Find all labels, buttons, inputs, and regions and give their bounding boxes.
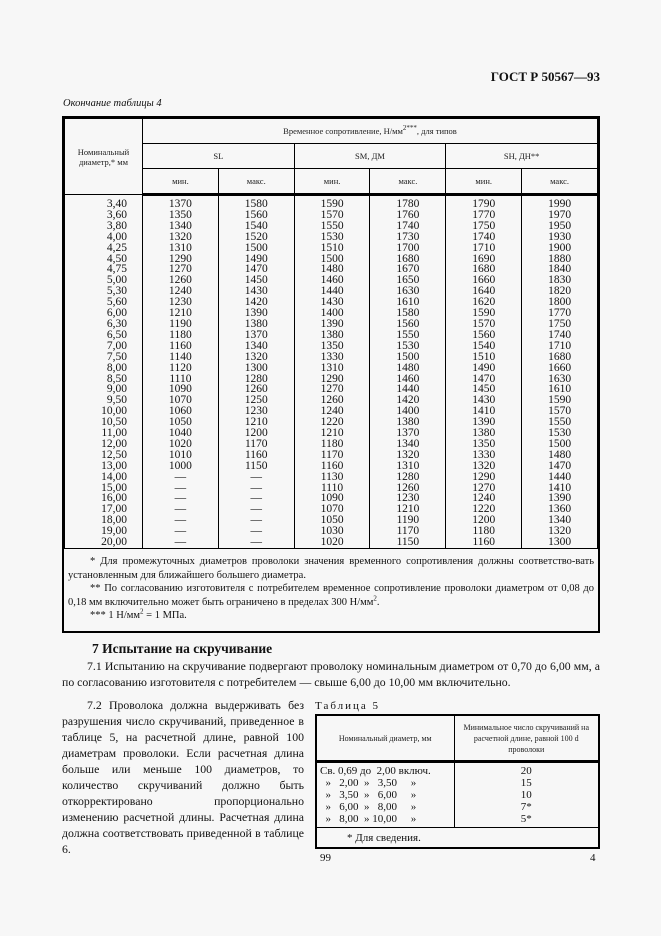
value-cell: 1500 [218,243,294,254]
value-cell: 1290 [446,472,522,483]
value-cell: 1480 [370,363,446,374]
twists-cell: 10 [520,789,532,801]
diameter-cell: 7,00 [65,341,143,352]
value-cell: 1230 [370,493,446,504]
diameter-range-cell: » 6,00 » 8,00 » [317,801,454,813]
value-cell: 1160 [143,341,219,352]
header-max: макс. [218,169,294,195]
value-cell: 1380 [294,330,370,341]
value-cell: 1530 [294,232,370,243]
value-cell: 1630 [370,286,446,297]
value-cell: — [218,472,294,483]
diameter-cell: 7,50 [65,352,143,363]
table-row [317,813,598,827]
note-1: * Для промежуточных диаметров проволоки значения временного сопротивления должны соответство-вать установленным для ближайшего большего диаметра. [68,556,594,581]
value-cell: 1780 [370,195,446,210]
value-cell: 1590 [446,308,522,319]
diameter-cell: 8,00 [65,363,143,374]
value-cell: 1150 [370,537,446,548]
diameter-cell: 3,40 [65,195,143,210]
value-cell: 1420 [370,395,446,406]
value-cell: 1610 [522,384,598,395]
diameter-cell: 3,60 [65,210,143,221]
value-cell: 1160 [446,537,522,548]
diameter-cell: 10,50 [65,417,143,428]
value-cell: 1200 [446,515,522,526]
value-cell: — [143,526,219,537]
value-cell: 1700 [370,243,446,254]
diameter-cell: 10,00 [65,406,143,417]
table4-notes [64,548,598,631]
value-cell: 1250 [218,395,294,406]
value-cell: 1390 [446,417,522,428]
value-cell: 1350 [143,210,219,221]
value-cell: 1300 [218,363,294,374]
table-row [317,762,598,778]
value-cell: 1470 [218,264,294,275]
value-cell: 1150 [218,461,294,472]
diameter-cell: 11,00 [65,428,143,439]
value-cell: 1690 [446,254,522,265]
value-cell: 1480 [522,450,598,461]
header-type-sm: SM, ДМ [294,144,446,169]
value-cell: 1440 [370,384,446,395]
value-cell: 1500 [370,352,446,363]
value-cell: 1630 [522,374,598,385]
twists-cell: 7* [520,801,532,813]
value-cell: 1310 [143,243,219,254]
diameter-cell: 4,00 [65,232,143,243]
diameter-cell: 4,50 [65,254,143,265]
value-cell: 1200 [218,428,294,439]
table-row [317,777,598,789]
value-cell: — [218,504,294,515]
value-cell: 1440 [294,286,370,297]
value-cell: 1760 [370,210,446,221]
diameter-cell: 3,80 [65,221,143,232]
table-row [65,352,598,363]
value-cell: 1490 [218,254,294,265]
diameter-cell: 8,50 [65,374,143,385]
value-cell: 1680 [522,352,598,363]
value-cell: 1320 [370,450,446,461]
value-cell: 1240 [446,493,522,504]
diameter-cell: 9,00 [65,384,143,395]
table-row [65,232,598,243]
value-cell: 1320 [446,461,522,472]
value-cell: 1020 [143,439,219,450]
value-cell: 1340 [522,515,598,526]
value-cell: 1180 [143,330,219,341]
value-cell: — [143,515,219,526]
value-cell: 1090 [294,493,370,504]
value-cell: 1530 [370,341,446,352]
value-cell: 1270 [143,264,219,275]
value-cell: 1540 [446,341,522,352]
value-cell: 1380 [370,417,446,428]
value-cell: 1450 [218,275,294,286]
value-cell: 1590 [522,395,598,406]
diameter-cell: 12,00 [65,439,143,450]
header-min: мин. [446,169,522,195]
value-cell: 1430 [218,286,294,297]
page-number: 99 [320,852,331,864]
diameter-cell: 18,00 [65,515,143,526]
value-cell: 1390 [294,319,370,330]
diameter-cell: 5,60 [65,297,143,308]
value-cell: 1380 [446,428,522,439]
value-cell: 1460 [370,374,446,385]
value-cell: 1750 [522,319,598,330]
diameter-cell: 13,00 [65,461,143,472]
value-cell: 1330 [446,450,522,461]
value-cell: 1740 [522,330,598,341]
twists-cell: 15 [520,777,532,789]
paragraph-7-1: 7.1 Испытанию на скручивание подвергают проволоку номинальным диаметром от 0,70 до 6,00 мм, а по согласованию изготовителя с потребителем — свыше 6,00 до 10,00 мм включительно. [62,659,600,689]
value-cell: 1020 [294,537,370,548]
diameter-cell: 12,50 [65,450,143,461]
value-cell: 1570 [294,210,370,221]
value-cell: 1660 [446,275,522,286]
table-row [65,363,598,374]
value-cell: 1380 [218,319,294,330]
diameter-range-cell: » 2,00 » 3,50 » [317,777,454,789]
header-min: мин. [294,169,370,195]
value-cell: 1580 [370,308,446,319]
value-cell: 1190 [370,515,446,526]
value-cell: 1320 [218,352,294,363]
value-cell: 1010 [143,450,219,461]
value-cell: 1220 [446,504,522,515]
table5-note: * Для сведения. [317,827,598,847]
value-cell: 1730 [370,232,446,243]
twists-cell: 20 [520,765,532,777]
value-cell: 1300 [522,537,598,548]
table5 [315,714,600,849]
value-cell: 1490 [446,363,522,374]
value-cell: 1370 [370,428,446,439]
header-max: макс. [370,169,446,195]
value-cell: 1070 [294,504,370,515]
value-cell: 1610 [370,297,446,308]
header-min-twists: Минимальное число скручиваний на расчетной длине, равной 100 d проволоки [454,716,598,762]
value-cell: 1410 [522,483,598,494]
value-cell: 1070 [143,395,219,406]
value-cell: 1220 [294,417,370,428]
value-cell: 1180 [294,439,370,450]
twists-cell: 5* [520,813,532,825]
value-cell: — [143,483,219,494]
value-cell: 1170 [218,439,294,450]
value-cell: — [143,472,219,483]
value-cell: 1240 [143,286,219,297]
value-cell: 1830 [522,275,598,286]
value-cell: 1500 [522,439,598,450]
value-cell: 1590 [294,195,370,210]
value-cell: 1440 [522,472,598,483]
value-cell: 1390 [218,308,294,319]
value-cell: 1650 [370,275,446,286]
value-cell: 1400 [370,406,446,417]
diameter-cell: 4,75 [65,264,143,275]
header-max: макс. [522,169,598,195]
value-cell: 1230 [218,406,294,417]
value-cell: 1880 [522,254,598,265]
value-cell: — [218,493,294,504]
table5-body [317,762,598,828]
value-cell: 1140 [143,352,219,363]
table-row [65,195,598,210]
value-cell: 1160 [218,450,294,461]
value-cell: 1110 [143,374,219,385]
value-cell: 1040 [143,428,219,439]
value-cell: 1680 [370,254,446,265]
value-cell: 1710 [522,341,598,352]
value-cell: 1530 [522,428,598,439]
value-cell: — [218,483,294,494]
value-cell: 1210 [370,504,446,515]
value-cell: 1930 [522,232,598,243]
diameter-range-cell: » 3,50 » 6,00 » [317,789,454,801]
value-cell: 1470 [522,461,598,472]
value-cell: 1390 [522,493,598,504]
value-cell: 1120 [143,363,219,374]
value-cell: 1790 [446,195,522,210]
value-cell: 1580 [218,195,294,210]
value-cell: 1560 [218,210,294,221]
value-cell: 1510 [294,243,370,254]
diameter-cell: 5,30 [65,286,143,297]
value-cell: 1970 [522,210,598,221]
value-cell: 1000 [143,461,219,472]
diameter-range-cell: » 8,00 » 10,00 » [317,813,454,827]
value-cell: — [218,537,294,548]
table-row [317,801,598,813]
value-cell: 1560 [370,319,446,330]
diameter-cell: 5,00 [65,275,143,286]
value-cell: 1260 [370,483,446,494]
value-cell: 1410 [446,406,522,417]
table-row [317,789,598,801]
header-type-sh: SH, ДН** [446,144,598,169]
diameter-cell: 15,00 [65,483,143,494]
value-cell: 1990 [522,195,598,210]
value-cell: 1290 [294,374,370,385]
table5-caption: Таблица 5 [315,700,381,712]
value-cell: 1340 [370,439,446,450]
diameter-cell: 4,25 [65,243,143,254]
section-7-title: 7 Испытание на скручивание [92,641,273,656]
value-cell: 1520 [218,232,294,243]
value-cell: 1160 [294,461,370,472]
value-cell: 1570 [446,319,522,330]
value-cell: 1340 [218,341,294,352]
value-cell: 1310 [294,363,370,374]
value-cell: 1210 [143,308,219,319]
value-cell: 1210 [294,428,370,439]
value-cell: 1740 [370,221,446,232]
value-cell: 1370 [218,330,294,341]
value-cell: 1770 [522,308,598,319]
diameter-cell: 14,00 [65,472,143,483]
value-cell: — [218,526,294,537]
value-cell: 1540 [218,221,294,232]
value-cell: 1750 [446,221,522,232]
header-type-sl: SL [143,144,295,169]
value-cell: 1310 [370,461,446,472]
value-cell: 1430 [294,297,370,308]
value-cell: 1550 [522,417,598,428]
value-cell: 1340 [143,221,219,232]
value-cell: 1620 [446,297,522,308]
value-cell: 1670 [370,264,446,275]
value-cell: 1330 [294,352,370,363]
diameter-cell: 6,30 [65,319,143,330]
value-cell: 1260 [218,384,294,395]
value-cell: 1090 [143,384,219,395]
value-cell: 1320 [143,232,219,243]
sheet-number: 4 [590,852,596,864]
value-cell: 1550 [370,330,446,341]
note-3: *** 1 $Н/мм^2 = 1$ МПа. [90,607,187,621]
diameter-cell: 19,00 [65,526,143,537]
value-cell: — [143,504,219,515]
value-cell: 1050 [294,515,370,526]
value-cell: 1230 [143,297,219,308]
value-cell: 1820 [522,286,598,297]
header-min: мин. [143,169,219,195]
value-cell: 1110 [294,483,370,494]
value-cell: — [143,493,219,504]
value-cell: 1480 [294,264,370,275]
value-cell: 1640 [446,286,522,297]
diameter-cell: 16,00 [65,493,143,504]
value-cell: 1320 [522,526,598,537]
table-row [65,537,598,548]
value-cell: 1260 [143,275,219,286]
value-cell: 1350 [294,341,370,352]
value-cell: 1030 [294,526,370,537]
paragraph-7-2: 7.2 Проволока должна выдерживать без разрушения число скручиваний, приведенное в таблице 5, на расчетной длине, равной 100 диаметрам проволоки. Если расчетная длина больше или меньше 100 диаметров, то количество скручиваний должно быть откорректировано пропорционально изменению расчетной длины. Расчетная длина должна соответствовать приведенной в таблице 6. [62,698,304,856]
value-cell: 1660 [522,363,598,374]
value-cell: 1350 [446,439,522,450]
value-cell: 1280 [370,472,446,483]
value-cell: 1190 [143,319,219,330]
value-cell: 1270 [294,384,370,395]
value-cell: 1560 [446,330,522,341]
value-cell: 1450 [446,384,522,395]
table-row [65,243,598,254]
value-cell: 1060 [143,406,219,417]
diameter-range-cell: Св. 0,69 до 2,00 включ. [317,762,454,778]
value-cell: 1170 [294,450,370,461]
header-tensile-strength: Временное сопротивление, $Н/мм^{2***}$, для типов [143,119,598,144]
diameter-cell: 6,50 [65,330,143,341]
value-cell: 1370 [143,195,219,210]
value-cell: 1360 [522,504,598,515]
value-cell: 1280 [218,374,294,385]
value-cell: 1240 [294,406,370,417]
value-cell: 1130 [294,472,370,483]
value-cell: 1400 [294,308,370,319]
value-cell: 1900 [522,243,598,254]
table4 [62,116,600,633]
value-cell: 1500 [294,254,370,265]
value-cell: 1170 [370,526,446,537]
diameter-cell: 17,00 [65,504,143,515]
value-cell: 1260 [294,395,370,406]
value-cell: — [143,537,219,548]
value-cell: 1840 [522,264,598,275]
value-cell: 1420 [218,297,294,308]
document-code: ГОСТ Р 50567—93 [490,69,600,84]
value-cell: 1050 [143,417,219,428]
value-cell: 1270 [446,483,522,494]
diameter-cell: 6,00 [65,308,143,319]
value-cell: 1740 [446,232,522,243]
table4-body [65,195,598,549]
value-cell: 1710 [446,243,522,254]
value-cell: 1430 [446,395,522,406]
value-cell: 1510 [446,352,522,363]
value-cell: — [218,515,294,526]
value-cell: 1770 [446,210,522,221]
value-cell: 1550 [294,221,370,232]
value-cell: 1290 [143,254,219,265]
value-cell: 1800 [522,297,598,308]
header-diameter: Номинальный диаметр,* мм [65,119,143,195]
value-cell: 1470 [446,374,522,385]
value-cell: 1570 [522,406,598,417]
table4-caption: Окончание таблицы 4 [63,98,162,109]
diameter-cell: 9,50 [65,395,143,406]
diameter-cell: 20,00 [65,537,143,548]
value-cell: 1210 [218,417,294,428]
value-cell: 1460 [294,275,370,286]
value-cell: 1950 [522,221,598,232]
value-cell: 1180 [446,526,522,537]
note-2: ** По согласованию изготовителя с потребителем временное сопротивление проволоки диаметром от 0,08 до 0,18 мм включительно может быть ограничено в пределах 300 $Н/мм^2$. [68,583,594,608]
header-diameter: Номинальный диаметр, мм [317,716,454,762]
value-cell: 1680 [446,264,522,275]
table-row [65,472,598,483]
